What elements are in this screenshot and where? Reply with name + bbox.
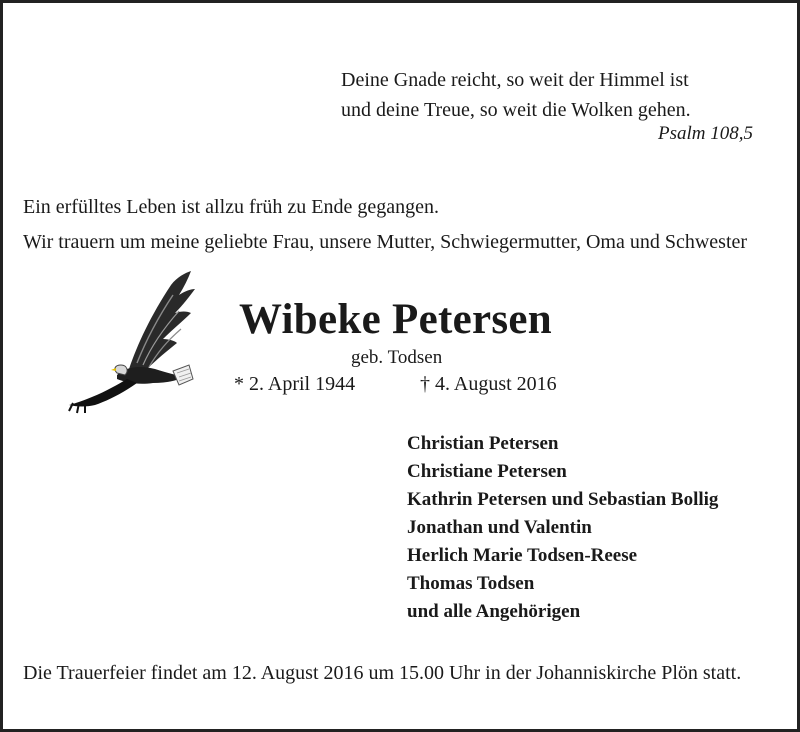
psalm-quote xyxy=(341,65,761,125)
quote-line: Deine Gnade reicht, so weit der Himmel ist xyxy=(341,69,689,91)
eagle-icon xyxy=(67,267,197,417)
intro-line-2: Wir trauern um meine geliebte Frau, unsere Mutter, Schwiegermutter, Oma und Schwester xyxy=(23,231,748,253)
mourner: Thomas Todsen xyxy=(407,573,535,594)
life-dates xyxy=(234,373,557,396)
mourner: Christian Petersen xyxy=(407,433,559,454)
intro-line-1: Ein erfülltes Leben ist allzu früh zu Ende gegangen. xyxy=(23,196,439,218)
mourner: Jonathan und Valentin xyxy=(407,517,592,538)
quote-source: Psalm 108,5 xyxy=(658,123,753,144)
birth-date: * 2. April 1944 xyxy=(234,373,356,395)
mourner: Herlich Marie Todsen-Reese xyxy=(407,545,638,566)
death-date: † 4. August 2016 xyxy=(420,373,557,395)
mourner: und alle Angehörigen xyxy=(407,601,581,622)
intro-text xyxy=(23,192,747,257)
deceased-name: Wibeke Petersen xyxy=(239,296,552,343)
quote-line: und deine Treue, so weit die Wolken gehen. xyxy=(341,99,691,121)
mourner: Kathrin Petersen und Sebastian Bollig xyxy=(407,489,719,510)
mourners-list xyxy=(407,430,718,626)
funeral-info: Die Trauerfeier findet am 12. August 2016 um 15.00 Uhr in der Johanniskirche Plön statt. xyxy=(23,662,742,684)
birth-name: geb. Todsen xyxy=(351,347,443,368)
mourner: Christiane Petersen xyxy=(407,461,567,482)
